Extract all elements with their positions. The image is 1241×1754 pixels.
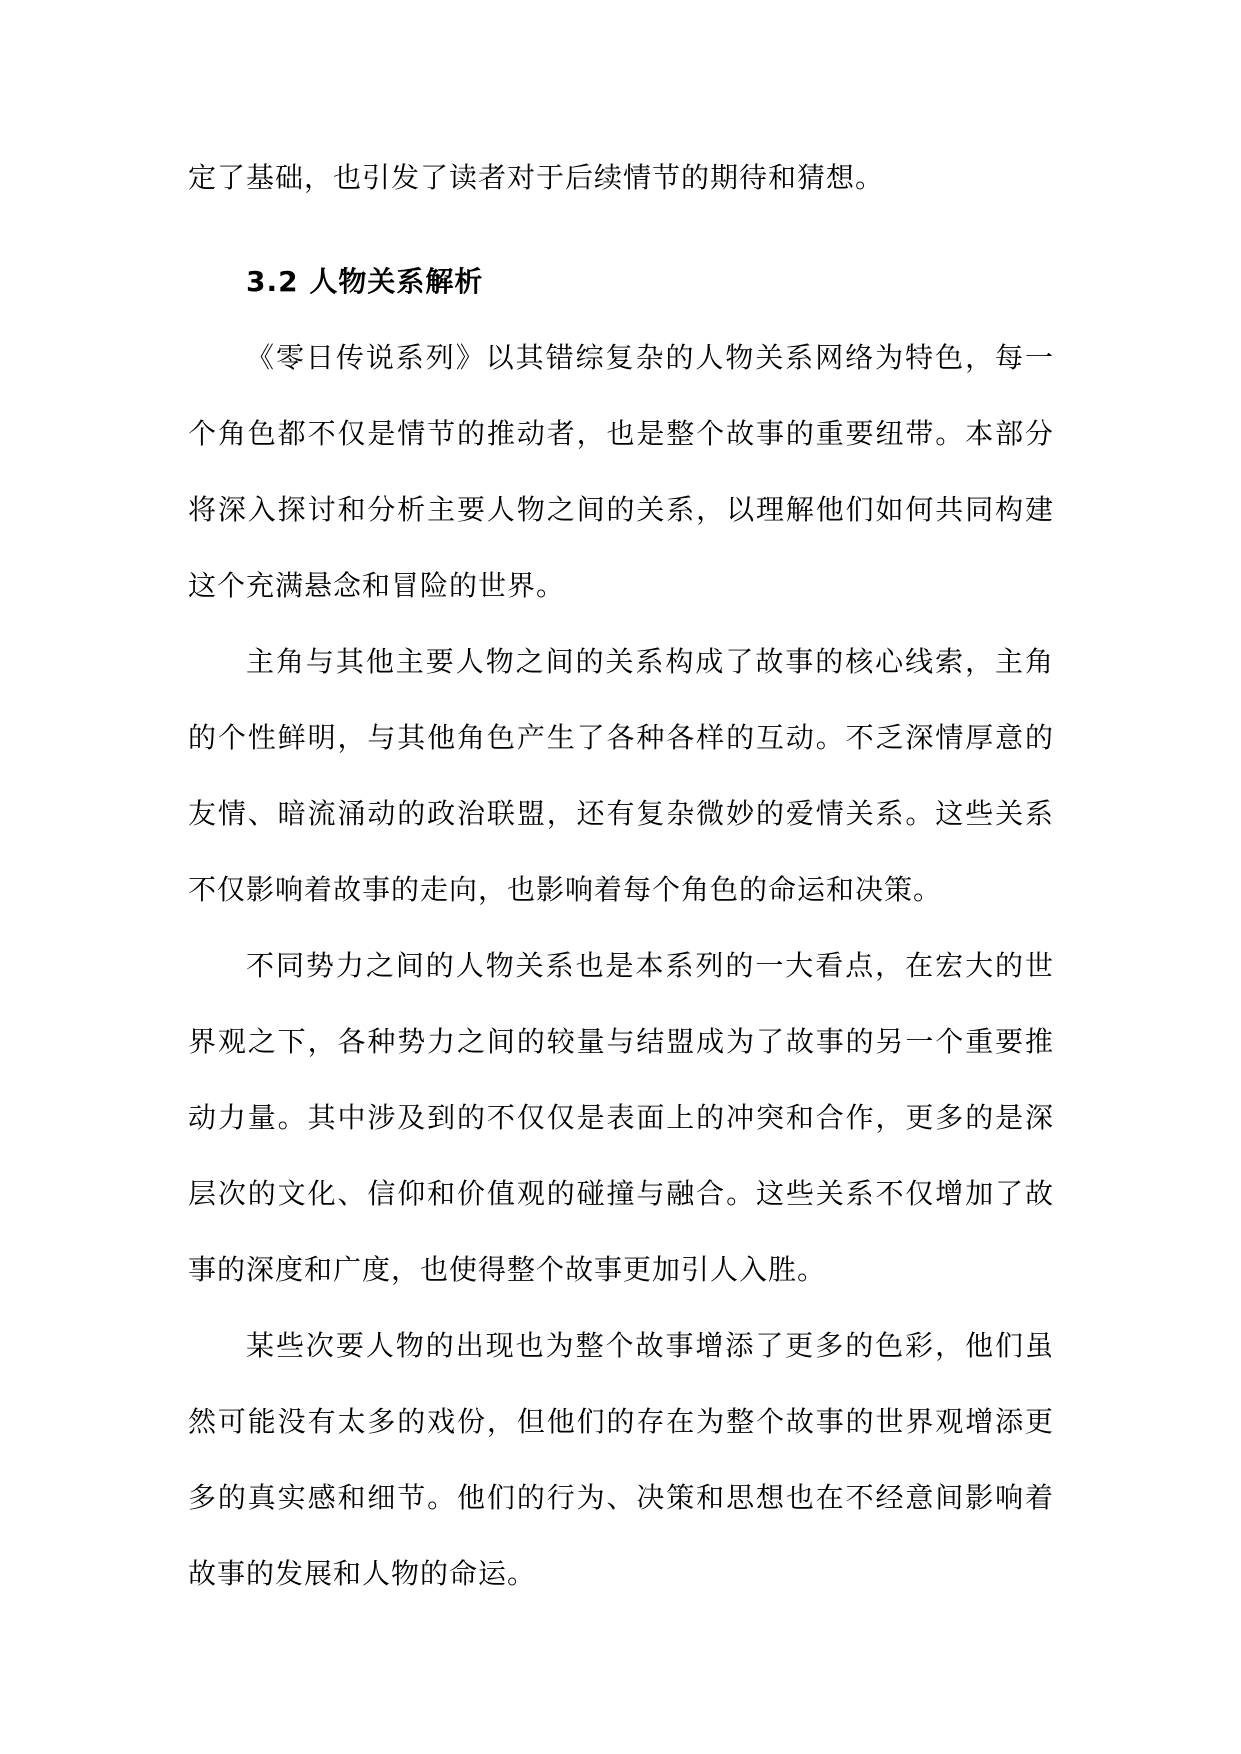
body-paragraph: 《零日传说系列》以其错综复杂的人物关系网络为特色，每一个角色都不仅是情节的推动者，也是整个故事的重要纽带。本部分将深入探讨和分析主要人物之间的关系，以理解他们如何共同构建这个充满悬念和冒险的世界。 <box>188 341 1054 602</box>
intro-paragraph-tail: 定了基础，也引发了读者对于后续情节的期待和猜想。 <box>188 161 885 194</box>
body-paragraph: 某些次要人物的出现也为整个故事增添了更多的色彩，他们虽然可能没有太多的戏份，但他们的存在为整个故事的世界观增添更多的真实感和细节。他们的行为、决策和思想也在不经意间影响着故事的发展和人物的命运。 <box>188 1329 1054 1590</box>
document-body <box>188 140 1054 1612</box>
section-title: 人物关系解析 <box>309 265 484 298</box>
section-number: 3.2 <box>246 265 299 298</box>
body-paragraph: 主角与其他主要人物之间的关系构成了故事的核心线索，主角的个性鲜明，与其他角色产生了各种各样的互动。不乏深情厚意的友情、暗流涌动的政治联盟，还有复杂微妙的爱情关系。这些关系不仅影响着故事的走向，也影响着每个角色的命运和决策。 <box>188 645 1054 906</box>
body-paragraph: 不同势力之间的人物关系也是本系列的一大看点，在宏大的世界观之下，各种势力之间的较量与结盟成为了故事的另一个重要推动力量。其中涉及到的不仅仅是表面上的冲突和合作，更多的是深层次的文化、信仰和价值观的碰撞与融合。这些关系不仅增加了故事的深度和广度，也使得整个故事更加引人入胜。 <box>188 949 1054 1286</box>
section-heading <box>188 244 1054 320</box>
section-spacer <box>188 216 1054 244</box>
